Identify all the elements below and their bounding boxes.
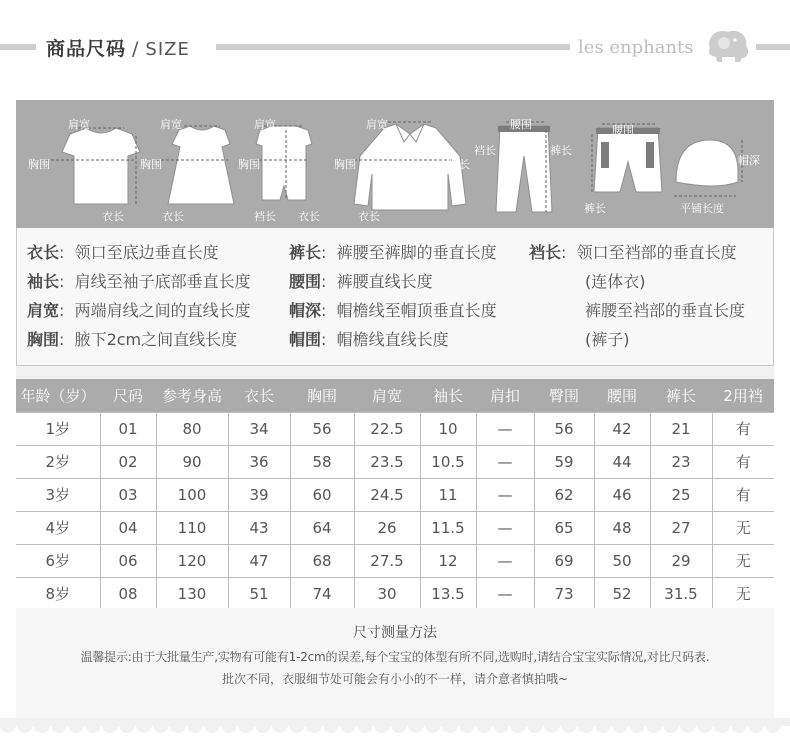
dress-icon [168, 126, 234, 204]
elephant-logo-icon [702, 26, 752, 64]
notes-line-1: 温馨提示:由于大批量生产,实物有可能有1-2cm的误差,每个宝宝的体型有所不同,选购时,请结合宝宝实际情况,对比尺码表. [80, 650, 710, 664]
scallop-dot [221, 718, 237, 733]
scallop-dot [238, 718, 254, 733]
table-row [16, 445, 774, 478]
table-cell: 100 [156, 478, 228, 511]
page-title [46, 34, 190, 61]
page-header [0, 0, 790, 92]
table-cell: 有 [712, 445, 774, 478]
scallop-dot [561, 718, 577, 733]
table-cell: 无 [712, 544, 774, 577]
table-cell: 21 [650, 412, 712, 445]
def-row: 裤腰至裆部的垂直长度 [585, 301, 746, 320]
table-cell: 08 [100, 577, 156, 610]
scallop-dot [476, 718, 492, 733]
romper-icon [256, 126, 312, 200]
def-row: 肩宽: 两端肩线之间的直线长度 [27, 301, 251, 320]
table-cell: 22.5 [354, 412, 420, 445]
scallop-dot [748, 718, 764, 733]
table-row [16, 544, 774, 577]
scallop-dot [629, 718, 645, 733]
table-cell: — [476, 577, 534, 610]
table-cell: 2岁 [16, 445, 100, 478]
table-cell: 64 [290, 511, 354, 544]
scallop-dot [170, 718, 186, 733]
header-rule-right [756, 44, 790, 50]
scallop-dot [425, 718, 441, 733]
def-row: (裤子) [585, 330, 630, 349]
table-header-row [16, 379, 774, 412]
scallop-dot [374, 718, 390, 733]
col-header: 肩宽 [354, 379, 420, 412]
label-length-1: 衣长 [102, 210, 124, 223]
col-header: 衣长 [228, 379, 290, 412]
title-cn: 商品尺码 [46, 38, 127, 60]
def-row: 胸围: 腋下2cm之间直线长度 [27, 330, 238, 349]
table-cell: — [476, 544, 534, 577]
scallop-dot [510, 718, 526, 733]
scallop-dot [357, 718, 373, 733]
scallop-dot [391, 718, 407, 733]
def-row: 裤长: 裤腰至裤脚的垂直长度 [289, 243, 497, 262]
label-length-3: 衣长 [298, 210, 320, 223]
table-cell: 27.5 [354, 544, 420, 577]
col-header: 肩扣 [476, 379, 534, 412]
def-row: 帽深: 帽檐线至帽顶垂直长度 [289, 301, 497, 320]
def-row: 袖长: 肩线至袖子底部垂直长度 [27, 272, 251, 291]
label-chest-4: 胸围 [334, 158, 356, 171]
col-header: 臀围 [534, 379, 594, 412]
scallop-dot [714, 718, 730, 733]
table-cell: 74 [290, 577, 354, 610]
measurement-definitions [16, 228, 774, 366]
col-header: 胸围 [290, 379, 354, 412]
table-cell: 23 [650, 445, 712, 478]
table-cell: 50 [594, 544, 650, 577]
def-row: 帽围: 帽檐线直线长度 [289, 330, 449, 349]
label-hat-flat-7: 平铺长度 [680, 202, 724, 215]
table-cell: 52 [594, 577, 650, 610]
scallop-dot [697, 718, 713, 733]
table-cell: — [476, 511, 534, 544]
table-cell: 58 [290, 445, 354, 478]
table-cell: 62 [534, 478, 594, 511]
scallop-dot [272, 718, 288, 733]
def-row: (连体衣) [585, 272, 646, 291]
table-cell: — [476, 478, 534, 511]
table-cell: 46 [594, 478, 650, 511]
table-cell: 69 [534, 544, 594, 577]
table-cell: 3岁 [16, 478, 100, 511]
garment-illustrations [16, 100, 774, 228]
header-rule-middle [216, 44, 570, 50]
table-cell: 36 [228, 445, 290, 478]
scallop-dot [68, 718, 84, 733]
table-cell: 30 [354, 577, 420, 610]
col-header: 裤长 [650, 379, 712, 412]
table-cell: 6岁 [16, 544, 100, 577]
scallop-dot [578, 718, 594, 733]
label-waist-5: 腰围 [510, 118, 532, 131]
table-cell: 110 [156, 511, 228, 544]
label-hat-depth-7: 帽深 [738, 154, 760, 167]
scallop-dot [51, 718, 67, 733]
scallop-dot [731, 718, 747, 733]
table-cell: 51 [228, 577, 290, 610]
table-cell: 68 [290, 544, 354, 577]
table-cell: 10.5 [420, 445, 476, 478]
shorts-pocket-right-icon [646, 142, 654, 168]
scallop-dot [527, 718, 543, 733]
scallop-dot [612, 718, 628, 733]
label-pants-5: 裤长 [550, 144, 572, 157]
table-cell: 29 [650, 544, 712, 577]
label-chest-3: 胸围 [238, 158, 260, 171]
scallop-dot [136, 718, 152, 733]
scallop-dot [204, 718, 220, 733]
scallop-dot [493, 718, 509, 733]
col-header: 腰围 [594, 379, 650, 412]
table-cell: 56 [290, 412, 354, 445]
table-cell: 有 [712, 478, 774, 511]
label-length-4: 衣长 [358, 210, 380, 223]
col-header: 2用裆 [712, 379, 774, 412]
scallop-dot [323, 718, 339, 733]
notes-line-2: 批次不同，衣服细节处可能会有小小的不一样，请介意者慎拍哦~ [221, 672, 569, 686]
scalloped-border [0, 718, 790, 743]
label-crotch-3: 裆长 [254, 210, 276, 223]
table-cell: 4岁 [16, 511, 100, 544]
table-cell: 130 [156, 577, 228, 610]
label-shoulder-3: 肩宽 [254, 118, 276, 131]
scallop-dot [459, 718, 475, 733]
table-cell: 27 [650, 511, 712, 544]
label-pants-6: 裤长 [584, 202, 606, 215]
title-en: SIZE [145, 39, 190, 60]
size-table [16, 379, 774, 611]
def-row: 裆长: 领口至裆部的垂直长度 [529, 243, 737, 262]
shorts-pocket-left-icon [601, 142, 609, 168]
table-cell: 34 [228, 412, 290, 445]
scallop-dot [17, 718, 33, 733]
scallop-dot [765, 718, 781, 733]
col-header: 尺码 [100, 379, 156, 412]
label-chest-1: 胸围 [28, 158, 50, 171]
scallop-dot [289, 718, 305, 733]
notes-title: 尺寸测量方法 [353, 625, 437, 641]
table-cell: 80 [156, 412, 228, 445]
table-cell: 8岁 [16, 577, 100, 610]
table-cell: 90 [156, 445, 228, 478]
scallop-dot [306, 718, 322, 733]
table-cell: 59 [534, 445, 594, 478]
scallop-dot [119, 718, 135, 733]
table-cell: 无 [712, 511, 774, 544]
size-panel [16, 100, 774, 720]
label-shoulder-4: 肩宽 [366, 118, 388, 131]
scallop-dot [595, 718, 611, 733]
table-row [16, 511, 774, 544]
scallop-dot [0, 718, 16, 733]
tshirt-icon [62, 128, 140, 204]
table-cell: 11 [420, 478, 476, 511]
measurement-illustrations [16, 100, 774, 228]
label-shoulder-2: 肩宽 [160, 118, 182, 131]
label-chest-2: 胸围 [140, 158, 162, 171]
table-cell: 31.5 [650, 577, 712, 610]
table-cell: 13.5 [420, 577, 476, 610]
table-cell: 01 [100, 412, 156, 445]
scallop-dot [442, 718, 458, 733]
label-crotch-5: 裆长 [474, 144, 496, 157]
table-cell: 65 [534, 511, 594, 544]
table-cell: 24.5 [354, 478, 420, 511]
table-cell: 有 [712, 412, 774, 445]
label-length-2: 衣长 [162, 210, 184, 223]
table-cell: 06 [100, 544, 156, 577]
table-cell: 120 [156, 544, 228, 577]
table-cell: 43 [228, 511, 290, 544]
table-cell: 56 [534, 412, 594, 445]
table-cell: 无 [712, 577, 774, 610]
scallop-dot [153, 718, 169, 733]
table-cell: 11.5 [420, 511, 476, 544]
table-cell: 47 [228, 544, 290, 577]
scallop-dot [663, 718, 679, 733]
label-sleeve-4: 袖长 [448, 158, 470, 171]
col-header: 袖长 [420, 379, 476, 412]
table-cell: 26 [354, 511, 420, 544]
label-waist-6: 腰围 [612, 124, 634, 137]
table-cell: 42 [594, 412, 650, 445]
table-row [16, 478, 774, 511]
table-cell: 25 [650, 478, 712, 511]
scallop-dot [187, 718, 203, 733]
scallop-dot [102, 718, 118, 733]
table-cell: 1岁 [16, 412, 100, 445]
scallop-dot [544, 718, 560, 733]
table-cell: 39 [228, 478, 290, 511]
brand-name: les enphants [578, 37, 694, 58]
table-cell: — [476, 412, 534, 445]
col-header: 参考身高 [156, 379, 228, 412]
title-separator: / [132, 38, 140, 60]
scallop-dot [255, 718, 271, 733]
scallop-dot [646, 718, 662, 733]
measurement-notes [16, 608, 774, 720]
table-cell: 03 [100, 478, 156, 511]
table-cell: 02 [100, 445, 156, 478]
hat-icon [676, 140, 738, 186]
table-cell: 60 [290, 478, 354, 511]
table-cell: 10 [420, 412, 476, 445]
scallop-dot [340, 718, 356, 733]
def-row: 腰围: 裤腰直线长度 [289, 272, 433, 291]
long-pants-icon [496, 126, 552, 212]
col-header: 年龄（岁） [16, 379, 100, 412]
table-row [16, 412, 774, 445]
def-row: 衣长: 领口至底边垂直长度 [27, 243, 219, 262]
table-cell: 04 [100, 511, 156, 544]
label-shoulder-1: 肩宽 [68, 118, 90, 131]
table-row [16, 577, 774, 610]
scallop-dot [34, 718, 50, 733]
table-cell: — [476, 445, 534, 478]
table-cell: 73 [534, 577, 594, 610]
table-cell: 48 [594, 511, 650, 544]
table-cell: 12 [420, 544, 476, 577]
header-rule-left [0, 44, 36, 50]
table-cell: 23.5 [354, 445, 420, 478]
scallop-dot [408, 718, 424, 733]
scallop-dot [680, 718, 696, 733]
scallop-dot [85, 718, 101, 733]
table-cell: 44 [594, 445, 650, 478]
